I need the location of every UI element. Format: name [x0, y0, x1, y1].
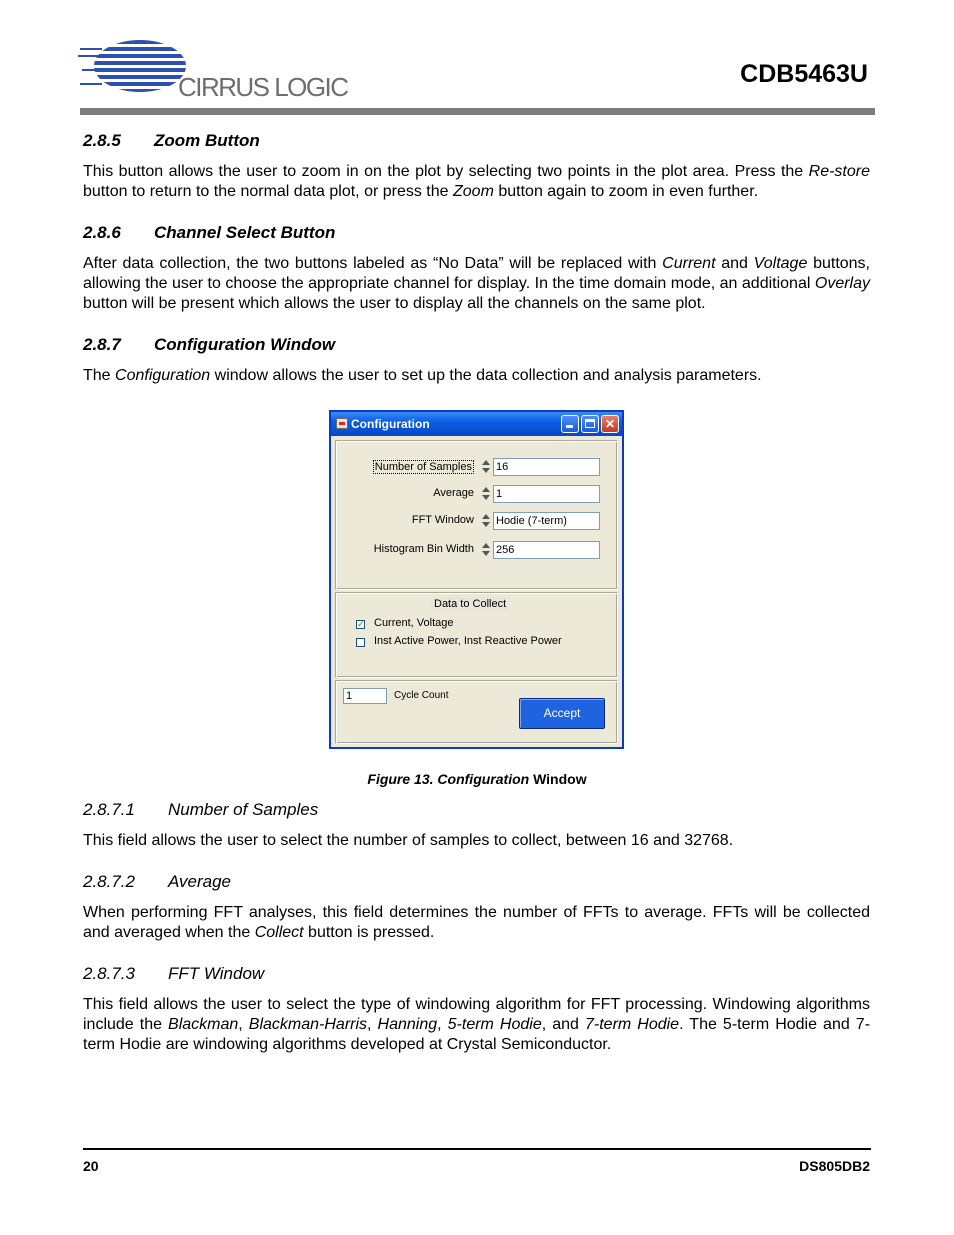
average-paragraph — [83, 903, 870, 943]
maximize-icon — [585, 419, 595, 428]
paragraph-text: button will be present which allows the user to display all the channels on the same plot. — [83, 295, 706, 312]
emphasis-text: Blackman — [168, 1016, 239, 1033]
paragraph-text: After data collection, the two buttons labeled as “No Data” will be replaced with — [83, 255, 663, 272]
emphasis-text: Voltage — [753, 255, 808, 272]
caption-prefix: Figure 13. — [367, 771, 438, 787]
data-to-collect-group — [335, 592, 618, 678]
paragraph-text: The — [83, 367, 116, 384]
heading-average — [83, 872, 231, 892]
configuration-window-paragraph — [83, 366, 870, 386]
fft-window-paragraph — [83, 995, 870, 1055]
paragraph-text: buttons, allowing the user to choose the appropriate channel for display. In the time domain mode, an additional — [83, 255, 871, 292]
accept-button[interactable]: Accept — [519, 698, 605, 729]
heading-configuration-window — [83, 335, 335, 355]
samples-spinner[interactable] — [482, 458, 490, 476]
heading-fft-window — [83, 964, 264, 984]
close-icon: ✕ — [604, 417, 616, 431]
paragraph-text: This field allows the user to select the number of samples to collect, between 16 and 32768. — [83, 832, 734, 849]
logo-wordmark: CIRRUS LOGIC — [178, 72, 348, 100]
channel-select-paragraph — [83, 254, 870, 314]
cycle-group — [335, 680, 618, 744]
section-number: 2.8.7 — [83, 335, 121, 354]
paragraph-text: . The 5-term Hodie and 7-term Hodie are windowing algorithms developed at Crystal Semiconductor. — [83, 1016, 871, 1053]
section-number: 2.8.6 — [83, 223, 121, 242]
number-of-samples-field[interactable]: 16 — [493, 458, 600, 476]
section-title: Number of Samples — [168, 800, 319, 819]
heading-number-of-samples — [83, 800, 318, 820]
minimize-icon — [566, 425, 573, 428]
page-number: 20 — [83, 1158, 99, 1174]
current-voltage-label: Current, Voltage — [374, 617, 454, 629]
paragraph-text: When performing FFT analyses, this field determines the number of FFTs to average. FFTs will be collected and averaged when the — [83, 904, 870, 941]
histogram-bin-spinner[interactable] — [482, 541, 490, 559]
paragraph-text: button is pressed. — [303, 924, 435, 941]
window-titlebar — [331, 412, 622, 436]
emphasis-text: 5-term Hodie — [447, 1016, 542, 1033]
paragraph-text: , — [238, 1016, 249, 1033]
maximize-button[interactable] — [581, 415, 599, 433]
fft-window-spinner[interactable] — [482, 512, 490, 530]
emphasis-text: Blackman-Harris — [248, 1016, 368, 1033]
minimize-button[interactable] — [561, 415, 579, 433]
cirrus-logic-logo — [78, 38, 358, 100]
emphasis-text: Re-store — [808, 163, 870, 180]
section-title: Average — [168, 872, 232, 891]
emphasis-text: Hanning — [377, 1016, 438, 1033]
histogram-bin-width-label: Histogram Bin Width — [373, 543, 474, 555]
emphasis-text: Zoom — [453, 183, 494, 200]
cycle-count-field[interactable]: 1 — [343, 688, 387, 704]
window-title: Configuration — [351, 417, 430, 431]
paragraph-text: window allows the user to set up the data collection and analysis parameters. — [210, 367, 762, 384]
paragraph-text: button to return to the normal data plot, or press the — [83, 183, 453, 200]
document-code: DS805DB2 — [799, 1158, 870, 1174]
configuration-window — [329, 410, 624, 749]
average-label: Average — [433, 487, 474, 499]
data-to-collect-label: Data to Collect — [431, 597, 509, 611]
paragraph-text: , — [367, 1016, 378, 1033]
emphasis-text: Overlay — [814, 275, 870, 292]
cycle-count-label: Cycle Count — [394, 690, 449, 701]
section-title: Channel Select Button — [154, 223, 336, 242]
number-of-samples-label: Number of Samples — [374, 461, 472, 473]
close-button[interactable] — [601, 415, 619, 433]
zoom-button-paragraph — [83, 162, 870, 202]
section-title: Configuration Window — [154, 335, 336, 354]
footer-rule — [83, 1148, 871, 1150]
parameters-group — [335, 440, 618, 590]
section-title: FFT Window — [168, 964, 265, 983]
emphasis-text: Configuration — [115, 367, 211, 384]
section-title: Zoom Button — [154, 131, 260, 150]
paragraph-text: , and — [541, 1016, 585, 1033]
average-field[interactable]: 1 — [493, 485, 600, 503]
heading-zoom-button — [83, 131, 260, 151]
section-number: 2.8.7.2 — [83, 872, 135, 891]
document-id: CDB5463U — [740, 60, 868, 88]
section-number: 2.8.7.1 — [83, 800, 135, 819]
heading-channel-select — [83, 223, 335, 243]
histogram-bin-width-field[interactable]: 256 — [493, 541, 600, 559]
paragraph-text: This button allows the user to zoom in on the plot by selecting two points in the plot area. Press the — [83, 163, 809, 180]
paragraph-text: This field allows the user to select the type of windowing algorithm for FFT processing. Windowing algorithms include the — [83, 996, 870, 1033]
emphasis-text: 7-term Hodie — [585, 1016, 680, 1033]
inst-power-label: Inst Active Power, Inst Reactive Power — [374, 635, 562, 647]
emphasis-text: Current — [662, 255, 716, 272]
current-voltage-checkbox[interactable]: ✓ — [357, 619, 365, 629]
figure-caption — [0, 771, 954, 787]
inst-power-checkbox[interactable] — [356, 638, 365, 647]
emphasis-text: Collect — [254, 924, 304, 941]
number-of-samples-paragraph — [83, 831, 870, 851]
header-rule — [80, 108, 875, 115]
fft-window-field[interactable]: Hodie (7-term) — [493, 512, 600, 530]
average-spinner[interactable] — [482, 485, 490, 503]
section-number: 2.8.5 — [83, 131, 121, 150]
section-number: 2.8.7.3 — [83, 964, 135, 983]
paragraph-text: button again to zoom in even further. — [493, 183, 759, 200]
app-icon — [336, 418, 348, 429]
paragraph-text: and — [715, 255, 754, 272]
caption-suffix: Window — [529, 771, 587, 787]
caption-italic: Configuration — [437, 771, 530, 787]
fft-window-label: FFT Window — [411, 514, 474, 526]
paragraph-text: , — [437, 1016, 448, 1033]
